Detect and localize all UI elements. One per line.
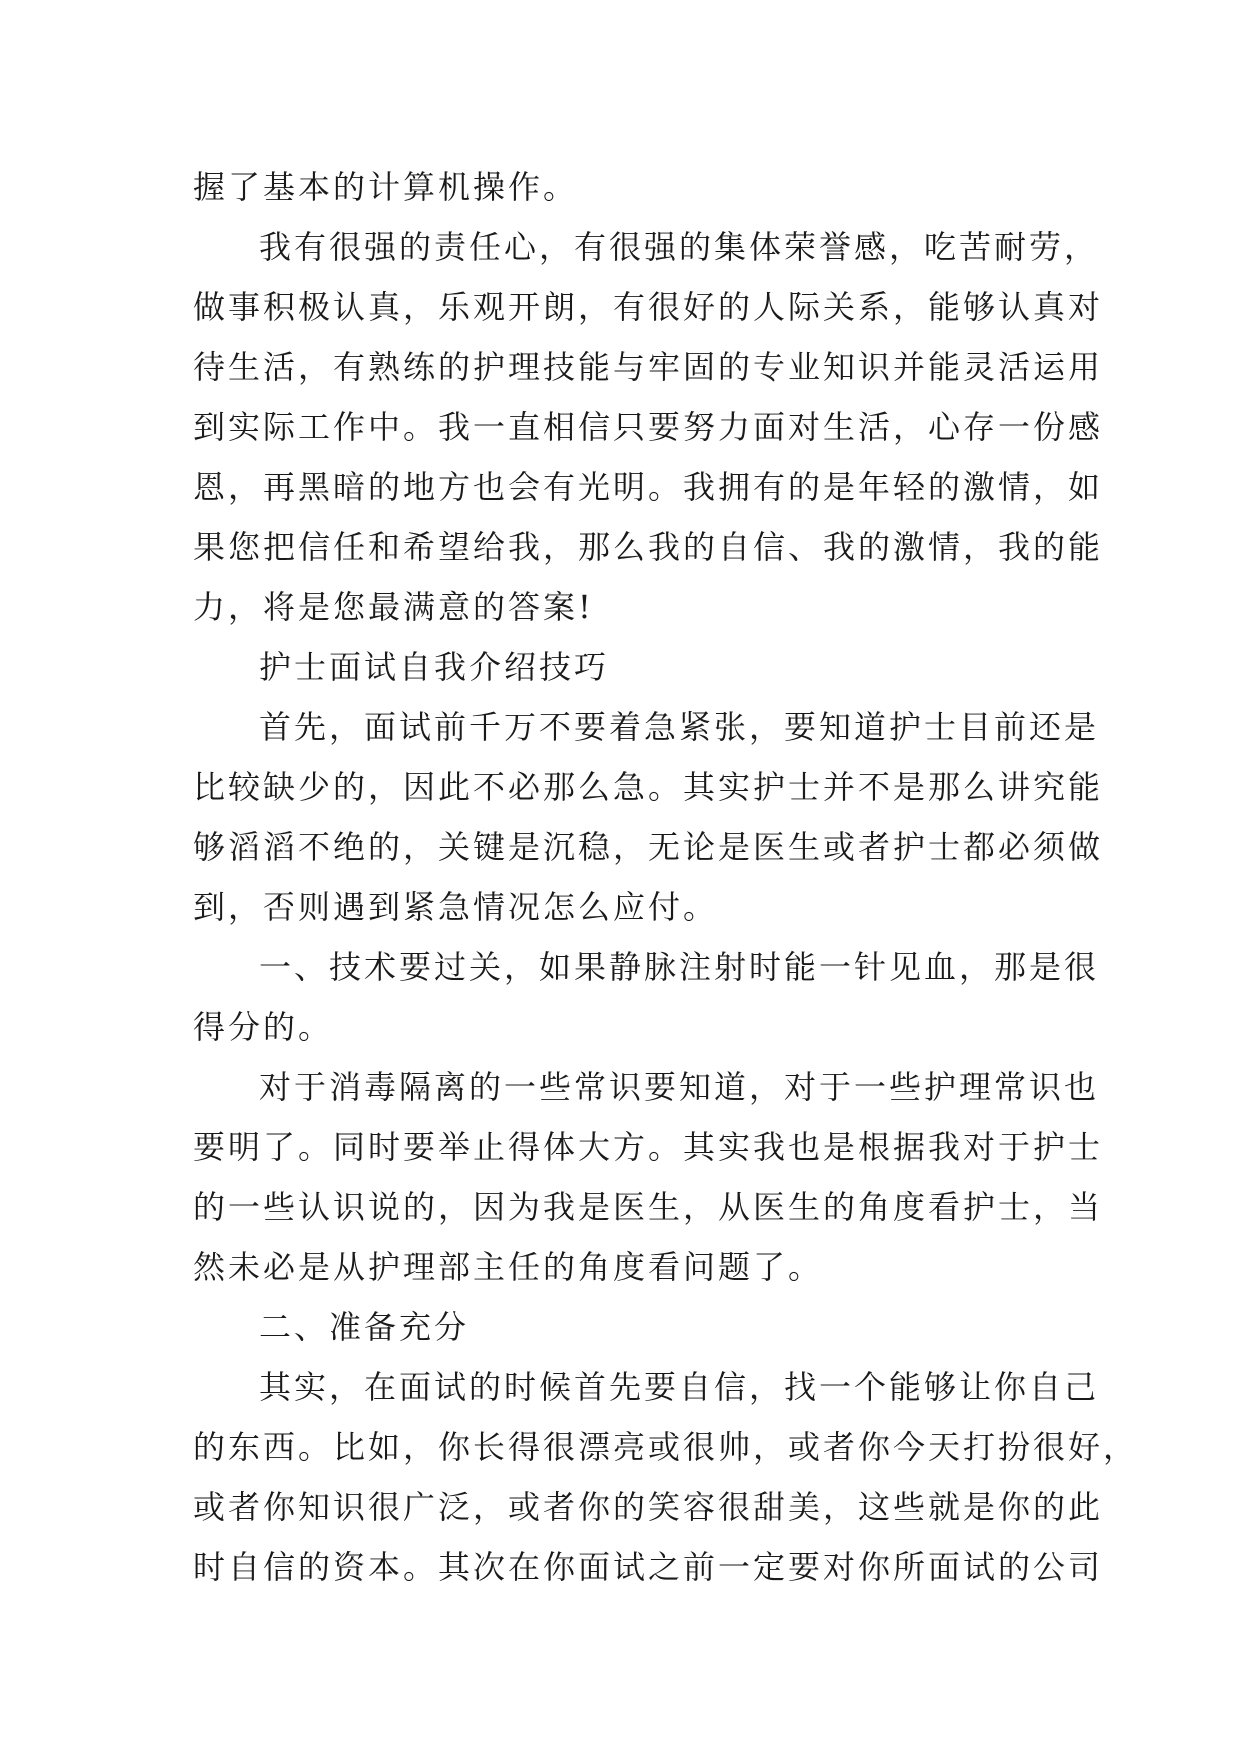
text-line: 到，否则遇到紧急情况怎么应付。: [193, 888, 719, 926]
text-line: 二、准备充分: [259, 1308, 470, 1346]
text-line: 握了基本的计算机操作。: [193, 168, 579, 206]
text-line: 首先，面试前千万不要着急紧张，要知道护士目前还是: [259, 708, 1100, 746]
text-line: 到实际工作中。我一直相信只要努力面对生活，心存一份感: [193, 408, 1104, 446]
text-line: 做事积极认真，乐观开朗，有很好的人际关系，能够认真对: [193, 288, 1104, 326]
text-line: 或者你知识很广泛，或者你的笑容很甜美，这些就是你的此: [193, 1488, 1104, 1526]
text-line: 得分的。: [193, 1008, 334, 1046]
text-line: 的东西。比如，你长得很漂亮或很帅，或者你今天打扮很好，: [193, 1428, 1139, 1466]
text-line: 力，将是您最满意的答案!: [193, 588, 594, 626]
text-line: 比较缺少的，因此不必那么急。其实护士并不是那么讲究能: [193, 768, 1104, 806]
text-line: 时自信的资本。其次在你面试之前一定要对你所面试的公司: [193, 1548, 1104, 1586]
text-line: 我有很强的责任心，有很强的集体荣誉感，吃苦耐劳，: [259, 228, 1100, 266]
text-line: 其实，在面试的时候首先要自信，找一个能够让你自己: [259, 1368, 1100, 1406]
text-line: 要明了。同时要举止得体大方。其实我也是根据我对于护士: [193, 1128, 1104, 1166]
text-line: 对于消毒隔离的一些常识要知道，对于一些护理常识也: [259, 1068, 1100, 1106]
document-body: [193, 157, 1139, 1597]
text-line: 然未必是从护理部主任的角度看问题了。: [193, 1248, 824, 1286]
text-line: 的一些认识说的，因为我是医生，从医生的角度看护士，当: [193, 1188, 1104, 1226]
text-line: 待生活，有熟练的护理技能与牢固的专业知识并能灵活运用: [193, 348, 1104, 386]
text-line: 恩，再黑暗的地方也会有光明。我拥有的是年轻的激情，如: [193, 468, 1104, 506]
text-line: 一、技术要过关，如果静脉注射时能一针见血，那是很: [259, 948, 1100, 986]
text-line: 果您把信任和希望给我，那么我的自信、我的激情，我的能: [193, 528, 1104, 566]
text-line: 够滔滔不绝的，关键是沉稳，无论是医生或者护士都必须做: [193, 828, 1104, 866]
text-line: 护士面试自我介绍技巧: [259, 648, 610, 686]
